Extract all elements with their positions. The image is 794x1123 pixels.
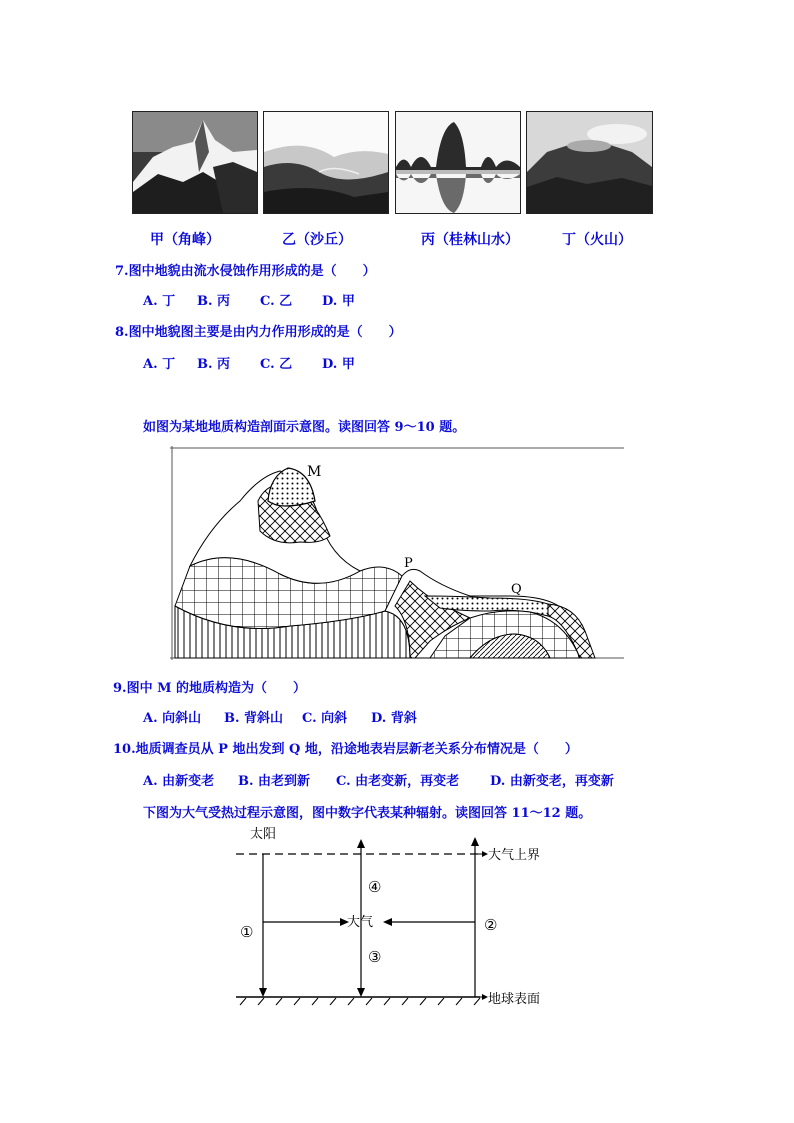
q8-option-a[interactable]: A. 丁 <box>143 357 176 372</box>
caption-bing: 丙（桂林山水） <box>421 232 519 248</box>
q10-option-d[interactable]: D. 由新变老，再变新 <box>490 774 614 789</box>
q8-option-c[interactable]: C. 乙 <box>260 357 293 372</box>
label-radiation-3: ③ <box>368 948 382 966</box>
q7-stem: 7.图中地貌由流水侵蚀作用形成的是（ ） <box>115 264 376 279</box>
intro-geo-section: 如图为某地地质构造剖面示意图。读图回答 9～10 题。 <box>143 420 466 435</box>
q9-option-a[interactable]: A. 向斜山 <box>143 711 202 726</box>
q8-option-d[interactable]: D. 甲 <box>322 357 355 372</box>
photo-sand-dune <box>263 111 389 214</box>
q10-option-b[interactable]: B. 由老到新 <box>238 774 311 789</box>
label-radiation-2: ② <box>484 916 498 934</box>
q7-option-b[interactable]: B. 丙 <box>197 294 231 309</box>
photo-guilin-karst <box>395 111 521 214</box>
label-p: P <box>404 556 413 571</box>
label-atmosphere: 大气 <box>347 915 374 930</box>
geologic-cross-section-diagram <box>170 446 624 662</box>
caption-yi: 乙（沙丘） <box>282 232 352 248</box>
label-sun: 太阳 <box>250 827 277 842</box>
q9-option-b[interactable]: B. 背斜山 <box>224 711 284 726</box>
q8-option-b[interactable]: B. 丙 <box>197 357 231 372</box>
sand-dune-icon <box>264 112 388 213</box>
caption-jia: 甲（角峰） <box>150 232 220 248</box>
q9-option-d[interactable]: D. 背斜 <box>371 711 417 726</box>
q10-stem: 10.地质调查员从 P 地出发到 Q 地，沿途地表岩层新老关系分布情况是（ ） <box>113 742 578 757</box>
karst-icon <box>396 112 520 213</box>
q7-option-c[interactable]: C. 乙 <box>260 294 293 309</box>
volcano-icon <box>527 112 652 213</box>
q8-stem: 8.图中地貌图主要是由内力作用形成的是（ ） <box>115 325 402 340</box>
q9-stem: 9.图中 M 的地质构造为（ ） <box>113 681 307 696</box>
caption-ding: 丁（火山） <box>562 232 632 248</box>
label-top-of-atmosphere: 大气上界 <box>488 848 541 863</box>
intro-atmosphere: 下图为大气受热过程示意图，图中数字代表某种辐射。读图回答 11～12 题。 <box>143 806 592 821</box>
q7-option-d[interactable]: D. 甲 <box>322 294 355 309</box>
label-ground-surface: 地球表面 <box>488 992 541 1007</box>
photo-volcano <box>526 111 653 214</box>
q10-option-c[interactable]: C. 由老变新，再变老 <box>336 774 460 789</box>
horn-peak-icon <box>133 112 257 213</box>
atmosphere-heating-diagram <box>228 822 568 1012</box>
label-q: Q <box>511 582 522 597</box>
q9-option-c[interactable]: C. 向斜 <box>302 711 348 726</box>
label-radiation-1: ① <box>240 923 254 941</box>
label-m: M <box>307 464 322 480</box>
q7-option-a[interactable]: A. 丁 <box>143 294 176 309</box>
label-radiation-4: ④ <box>368 878 382 896</box>
photo-horn-peak <box>132 111 258 214</box>
q10-option-a[interactable]: A. 由新变老 <box>143 774 215 789</box>
